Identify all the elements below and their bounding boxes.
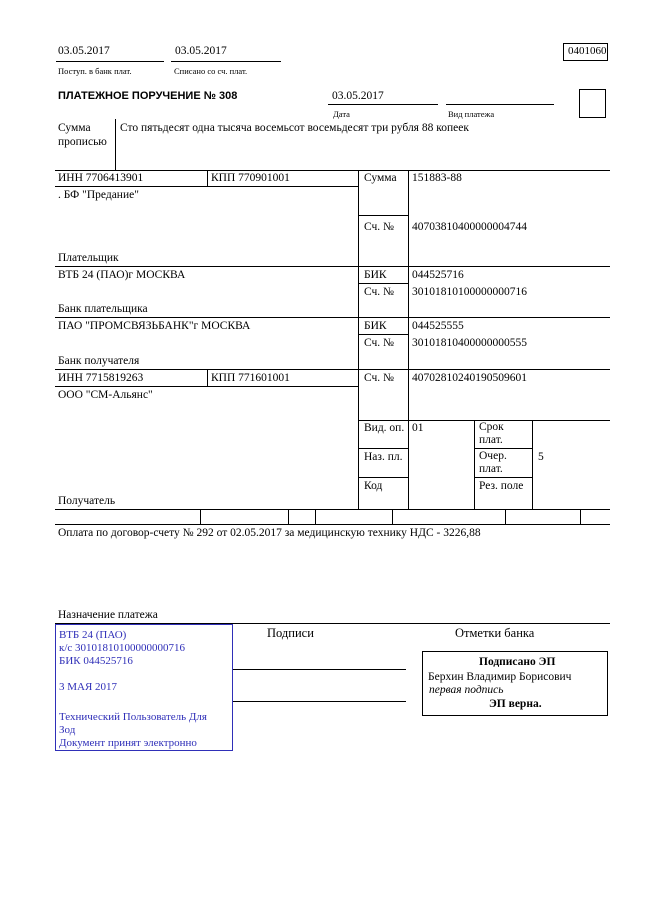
- bank-stamp: [55, 624, 233, 751]
- tax-row-line: [55, 524, 610, 525]
- signature-line-1: [233, 669, 406, 670]
- payer-corr-label: Сч. №: [364, 286, 395, 298]
- payee-inn-line: [55, 386, 358, 387]
- op-type-divider: [358, 448, 408, 449]
- order-date-label: Дата: [333, 109, 350, 119]
- signature-line-2: [233, 701, 406, 702]
- electronic-signature-box: [422, 651, 608, 716]
- payee-corr: 30101810400000000555: [412, 337, 527, 349]
- bank-marks-label: Отметки банка: [455, 626, 535, 640]
- payee-bik: 044525555: [412, 320, 464, 332]
- received-label: Поступ. в банк плат.: [58, 66, 132, 76]
- tax-cell-divider-2: [288, 509, 289, 524]
- payee-account-label: Сч. №: [364, 372, 395, 384]
- purpose-code-divider: [358, 477, 408, 478]
- payer-inn-line: [55, 186, 358, 187]
- amount-words-label-1: Сумма: [58, 122, 91, 134]
- payee-bank-label: Банк получателя: [58, 355, 140, 367]
- purpose-text: Оплата по договор-счету № 292 от 02.05.2017 за медицинскую технику НДС - 3226,88: [58, 527, 481, 539]
- stamp-user: Технический Пользователь Для: [59, 711, 207, 723]
- order-date: 03.05.2017: [332, 90, 384, 102]
- signer-name: Берхин Владимир Борисович: [428, 671, 572, 683]
- payee-kpp: КПП 771601001: [211, 372, 290, 384]
- amount-words-value: Сто пятьдесят одна тысяча восемьсот восемьдесят три рубля 88 копеек: [120, 122, 469, 134]
- signed-title: Подписано ЭП: [479, 656, 556, 668]
- right-label-column-line: [408, 170, 409, 509]
- stamp-user-cont: Зод: [59, 724, 76, 736]
- payer-kpp: КПП 770901001: [211, 172, 290, 184]
- payer-inn-kpp-divider: [207, 170, 208, 186]
- payee-name: ООО "СМ-Альянс": [58, 389, 153, 401]
- payer-account-label: Сч. №: [364, 221, 395, 233]
- term-label-1: Срок: [479, 421, 504, 433]
- amount-words-label-2: прописью: [58, 136, 107, 148]
- sum-account-divider: [358, 215, 408, 216]
- payer-status-box: [579, 89, 606, 118]
- payer-corr: 30101810100000000716: [412, 286, 527, 298]
- payer-bank-label: Банк плательщика: [58, 303, 148, 315]
- debited-date-line: [171, 61, 281, 62]
- page-title: ПЛАТЕЖНОЕ ПОРУЧЕНИЕ № 308: [58, 90, 238, 102]
- sum-label: Сумма: [364, 172, 397, 184]
- tax-cell-divider-3: [315, 509, 316, 524]
- debited-date: 03.05.2017: [175, 45, 227, 57]
- form-code: 0401060: [568, 45, 607, 57]
- sum-value: 151883-88: [412, 172, 462, 184]
- stamp-corr-account: к/с 30101810100000000716: [59, 642, 186, 654]
- received-date-line: [56, 61, 164, 62]
- tax-cell-divider-1: [200, 509, 201, 524]
- tax-cell-divider-5: [505, 509, 506, 524]
- payee-inn-kpp-divider: [207, 369, 208, 386]
- priority-label-1: Очер.: [479, 450, 507, 462]
- priority-value: 5: [538, 451, 544, 463]
- amount-words-divider: [115, 119, 116, 170]
- payer-bik: 044525716: [412, 269, 464, 281]
- payee-bik-label: БИК: [364, 320, 387, 332]
- op-type-value: 01: [412, 422, 424, 434]
- term-column-line: [474, 420, 475, 509]
- priority-divider: [474, 477, 532, 478]
- payee-bank-line: [55, 317, 610, 318]
- stamp-accepted: Документ принят электронно: [59, 737, 197, 749]
- payment-type-label: Вид платежа: [448, 109, 495, 119]
- term-label-2: плат.: [479, 434, 503, 446]
- debited-label: Списано со сч. плат.: [174, 66, 248, 76]
- payer-account: 40703810400000004744: [412, 221, 527, 233]
- center-column-line: [358, 170, 359, 509]
- stamp-date: 3 МАЯ 2017: [59, 681, 118, 693]
- tax-cell-divider-4: [392, 509, 393, 524]
- tax-cell-divider-6: [580, 509, 581, 524]
- signature-verified: ЭП верна.: [489, 698, 542, 710]
- stamp-bik: БИК 044525716: [59, 655, 133, 667]
- payer-name: . БФ "Предание": [58, 189, 139, 201]
- received-date: 03.05.2017: [58, 45, 110, 57]
- payer-bank-name: ВТБ 24 (ПАО)г МОСКВА: [58, 269, 186, 281]
- payment-type-line: [446, 104, 554, 105]
- payer-bik-divider: [358, 283, 408, 284]
- order-date-line: [328, 104, 438, 105]
- payee-corr-label: Сч. №: [364, 337, 395, 349]
- payee-bik-divider: [358, 334, 408, 335]
- payee-inn: ИНН 7715819263: [58, 372, 144, 384]
- term-divider: [474, 448, 532, 449]
- payer-label: Плательщик: [58, 252, 119, 264]
- form-code-box: [563, 43, 608, 61]
- payer-bik-label: БИК: [364, 269, 387, 281]
- purpose-code-label: Наз. пл.: [364, 451, 403, 463]
- table-top-line: [55, 170, 610, 171]
- payee-line: [55, 369, 610, 370]
- priority-label-2: плат.: [479, 463, 503, 475]
- stamp-bank-name: ВТБ 24 (ПАО): [59, 629, 127, 641]
- table-bottom-line: [55, 509, 610, 510]
- purpose-label: Назначение платежа: [58, 609, 158, 621]
- payee-account: 40702810240190509601: [412, 372, 527, 384]
- signer-role: первая подпись: [429, 684, 504, 696]
- reserve-label: Рез. поле: [479, 480, 524, 492]
- code-label: Код: [364, 480, 383, 492]
- op-type-label: Вид. оп.: [364, 422, 405, 434]
- payee-label: Получатель: [58, 495, 116, 507]
- payer-inn: ИНН 7706413901: [58, 172, 144, 184]
- payee-bank-name: ПАО "ПРОМСВЯЗЬБАНК"г МОСКВА: [58, 320, 251, 332]
- payer-bank-line: [55, 266, 610, 267]
- term-value-column-line: [532, 420, 533, 509]
- signatures-label: Подписи: [267, 626, 314, 640]
